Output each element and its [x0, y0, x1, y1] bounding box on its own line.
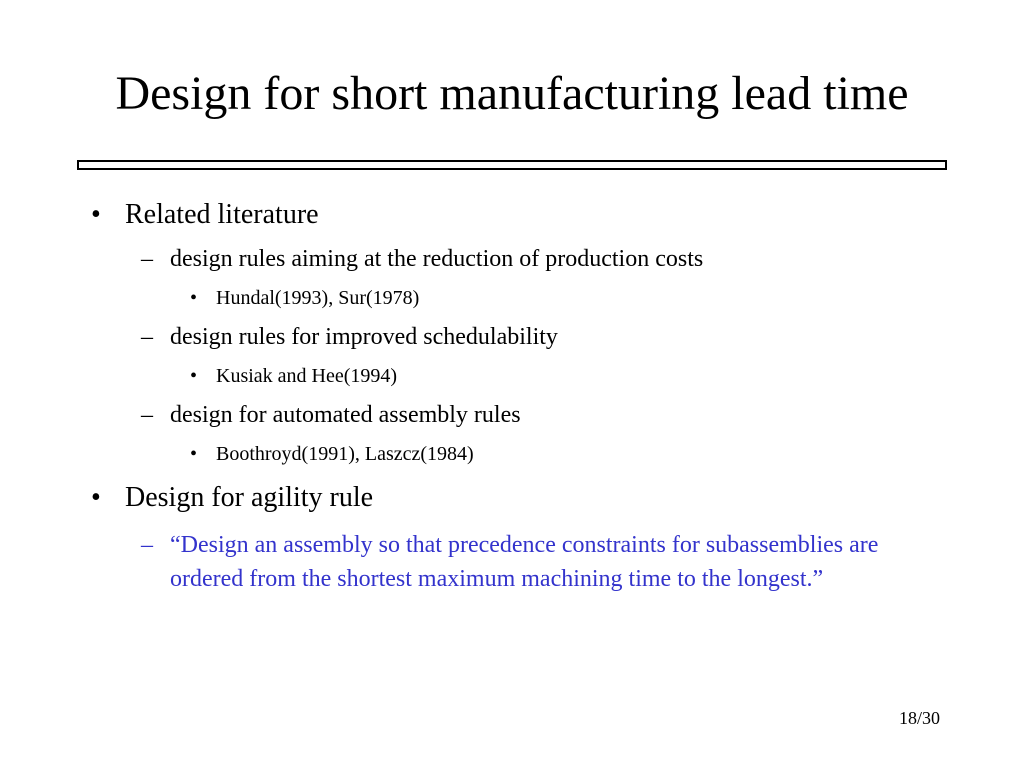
dash-icon: – — [141, 246, 153, 272]
dash-icon: – — [141, 324, 153, 350]
bullet-icon: • — [190, 287, 198, 309]
reference-hundal-sur: Hundal(1993), Sur(1978) — [216, 287, 420, 309]
bullet-icon: • — [190, 365, 198, 387]
bullet-icon: • — [91, 199, 101, 230]
reference-kusiak-hee: Kusiak and Hee(1994) — [216, 365, 398, 387]
dash-icon: – — [141, 402, 153, 428]
subbullet-production-costs: design rules aiming at the reduction of production costs — [170, 246, 704, 272]
subbullet-schedulability: design rules for improved schedulability — [170, 324, 558, 350]
bullet-icon: • — [190, 443, 198, 465]
slide-title: Design for short manufacturing lead time — [115, 67, 909, 120]
agility-rule-quote: “Design an assembly so that precedence constraints for subassemblies are ordered from the shortest maximum machining time to the longest.” — [170, 532, 879, 592]
subbullet-automated-assembly: design for automated assembly rules — [170, 402, 521, 428]
page-number: 18/30 — [898, 708, 940, 728]
bullet-related-literature: Related literature — [125, 199, 319, 230]
bullet-agility-rule: Design for agility rule — [125, 482, 374, 513]
dash-icon: – — [141, 532, 153, 558]
bullet-icon: • — [91, 482, 101, 513]
reference-boothroyd-laszcz: Boothroyd(1991), Laszcz(1984) — [216, 443, 474, 465]
